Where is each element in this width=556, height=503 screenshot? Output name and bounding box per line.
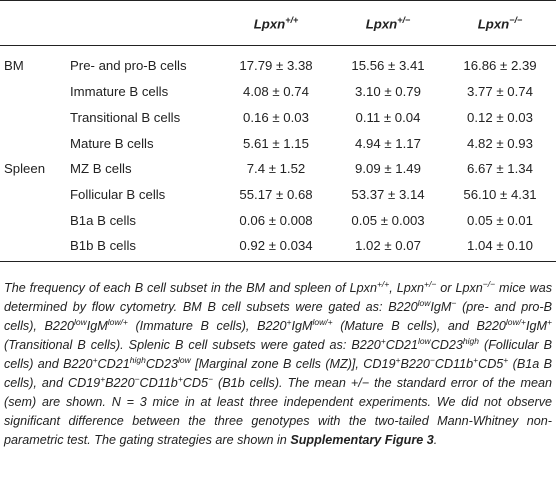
cell-lpxn-wt: 0.16 ± 0.03 <box>243 110 309 126</box>
cell-lpxn-wt: 55.17 ± 0.68 <box>239 187 313 203</box>
row-subset-label: MZ B cells <box>70 161 132 177</box>
table-row <box>0 233 556 261</box>
cell-lpxn-ko: 4.82 ± 0.93 <box>467 135 533 151</box>
cell-lpxn-wt: 5.61 ± 1.15 <box>243 135 309 151</box>
row-group-label: BM <box>4 58 24 73</box>
row-group-label <box>0 233 70 261</box>
cell-lpxn-het: 0.05 ± 0.003 <box>351 212 425 228</box>
cell-lpxn-het: 9.09 ± 1.49 <box>355 161 421 177</box>
table-row <box>0 46 556 80</box>
row-subset-label: Mature B cells <box>70 135 154 151</box>
row-subset-label: Immature B cells <box>70 84 169 100</box>
cell-lpxn-wt: 7.4 ± 1.52 <box>246 161 306 177</box>
cell-lpxn-het: 15.56 ± 3.41 <box>351 58 425 73</box>
table-row <box>0 79 556 105</box>
cell-lpxn-het: 53.37 ± 3.14 <box>351 187 425 203</box>
row-subset-label: Transitional B cells <box>70 110 181 126</box>
row-group-label: Spleen <box>4 161 46 177</box>
header-lpxn-wt: Lpxn+/+ <box>220 1 332 46</box>
table-header-row <box>0 1 556 46</box>
row-group-label <box>0 182 70 208</box>
cell-lpxn-ko: 1.04 ± 0.10 <box>444 233 556 261</box>
row-subset-label: Follicular B cells <box>70 187 166 203</box>
cell-lpxn-wt: 17.79 ± 3.38 <box>239 58 313 73</box>
cell-lpxn-ko: 6.67 ± 1.34 <box>467 161 533 177</box>
table-row <box>0 207 556 233</box>
row-group-label <box>0 130 70 156</box>
row-group-label <box>0 105 70 131</box>
row-subset-label: B1a B cells <box>70 212 136 228</box>
table-row <box>0 130 556 156</box>
table-row <box>0 156 556 182</box>
cell-lpxn-wt: 0.06 ± 0.008 <box>239 212 313 228</box>
table-row <box>0 182 556 208</box>
row-group-label <box>0 79 70 105</box>
row-group-label <box>0 207 70 233</box>
supplementary-figure-link[interactable]: Supplementary Figure 3 <box>290 433 434 447</box>
cell-lpxn-ko: 0.05 ± 0.01 <box>467 212 533 228</box>
row-subset-label: B1b B cells <box>70 233 220 261</box>
header-group <box>0 1 70 46</box>
row-subset-label: Pre- and pro-B cells <box>70 58 187 73</box>
cell-lpxn-het: 0.11 ± 0.04 <box>355 110 421 126</box>
table-caption: The frequency of each B cell subset in the BM and spleen of Lpxn+/+, Lpxn+/− or Lpxn−/− mice was determined by flow cytometry. BM B cell subsets were gated as: $B220^{low}IgM^-$ (pre- and pro-B cells), $B220^{low}IgM^{low/+}$ (Immature B cells), B220+IgM$^{low/+}$ (Mature B cells), and $B220^{low/+}IgM^+$ (Transitional B cells). Splenic B cell subsets were gated as: $B220^+CD21^{low}CD23^{high}$ (Follicular B cells) and $B220^+CD21^{high}CD23^{low}$ [Marginal zone B cells (MZ)], CD19+B220−CD11b+CD5+ (B1a B cells), and CD19+B220−CD11b+CD5− (B1b cells). The mean +/− the standard error of the mean (sem) are shown. N = 3 mice in at least three independent experiments. We did not observe significant difference between the three genotypes with the two-tailed Mann-Whitney non-parametric test. The gating strategies are shown in Supplementary Figure 3. <box>4 278 553 447</box>
header-lpxn-het: Lpxn+/− <box>332 1 444 46</box>
header-subset <box>70 1 220 46</box>
cell-lpxn-ko: 56.10 ± 4.31 <box>463 187 537 203</box>
cell-lpxn-ko: 3.77 ± 0.74 <box>467 84 533 100</box>
cell-lpxn-wt: 4.08 ± 0.74 <box>243 84 309 100</box>
cell-lpxn-het: 3.10 ± 0.79 <box>355 84 421 100</box>
cell-lpxn-ko: 16.86 ± 2.39 <box>463 58 537 73</box>
table-row <box>0 105 556 131</box>
cell-lpxn-ko: 0.12 ± 0.03 <box>467 110 533 126</box>
cell-lpxn-het: 4.94 ± 1.17 <box>355 135 421 151</box>
header-lpxn-ko: Lpxn−/− <box>444 1 556 46</box>
cell-lpxn-wt: 0.92 ± 0.034 <box>220 233 332 261</box>
cell-lpxn-het: 1.02 ± 0.07 <box>332 233 444 261</box>
